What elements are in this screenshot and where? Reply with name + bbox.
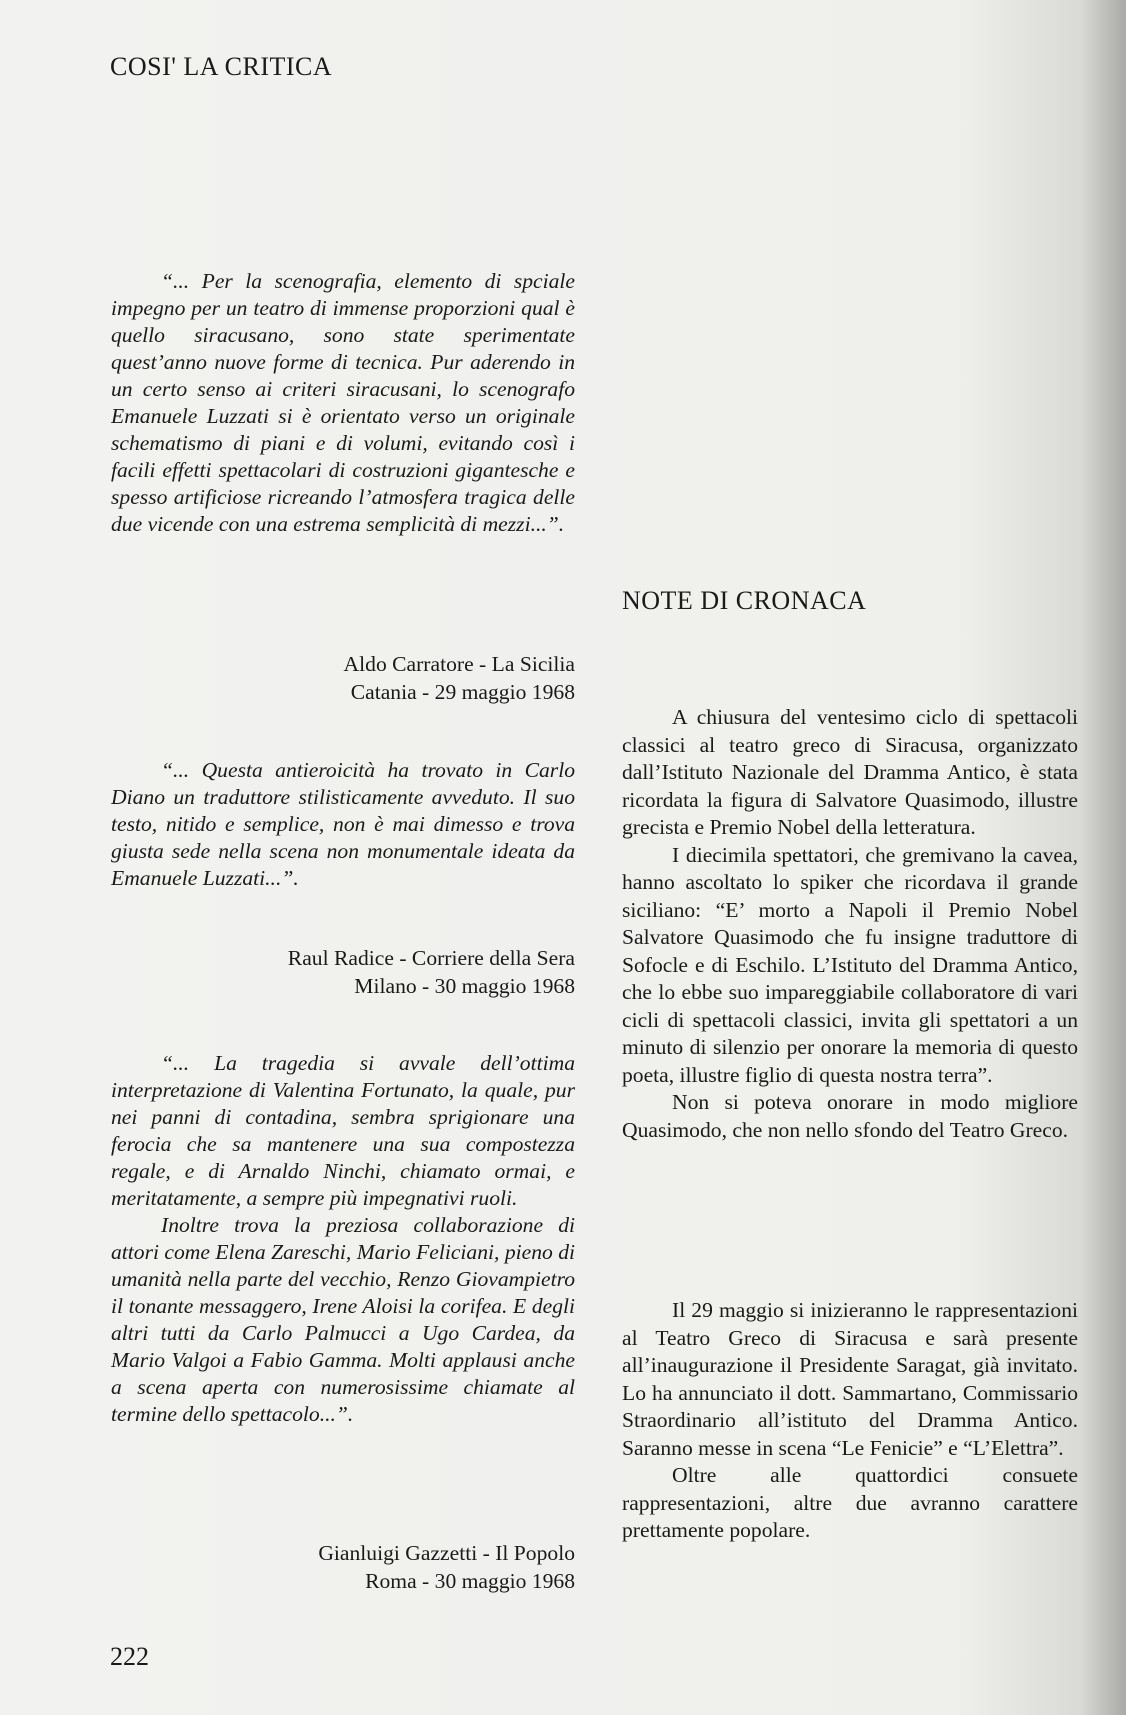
review-3-source [111, 1539, 575, 1595]
chronicle-2-paragraph-1: Il 29 maggio si inizieranno le rappresentazioni al Teatro Greco di Siracusa e sarà presente all’inaugurazione il Presidente Saragat, già invitato. Lo ha annunciato il dott. Sammartano, Commissario Straordinario all’istituto del Dramma Antico. Saranno messe in scena “Le Fenicie” e “L’Elettra”. [622, 1298, 1078, 1460]
review-1-source-line-1: Aldo Carratore - La Sicilia [343, 652, 575, 676]
chronicle-block-1 [622, 704, 1078, 1144]
review-1 [111, 268, 575, 538]
review-1-paragraph-1: “... Per la scenografia, elemento di spciale impegno per un teatro di immense proporzioni qual è quello siracusano, sono state sperimentate quest’anno nuove forme di tecnica. Pur aderendo in un certo senso ai criteri siracusani, lo scenografo Emanuele Luzzati si è orientato verso un originale schematismo di piani e di volumi, evitando così i facili effetti spettacolari di costruzioni gigantesche e spesso artificiose ricreando l’atmosfera tragica delle due vicende con una estrema semplicità di mezzi...”. [111, 269, 575, 536]
review-3-quote [111, 1050, 575, 1428]
page-number: 222 [110, 1642, 149, 1671]
chronicle-block-2 [622, 1297, 1078, 1545]
review-3-paragraph-2: Inoltre trova la preziosa collaborazione di attori come Elena Zareschi, Mario Feliciani, pieno di umanità nella parte del vecchio, Renzo Giovampietro il tonante messaggero, Irene Aloisi la corifea. E degli altri tutti da Carlo Palmucci a Ugo Cardea, da Mario Valgoi a Fabio Gamma. Molti applausi anche a scena aperta con numerosissime chiamate al termine dello spettacolo...”. [111, 1213, 575, 1426]
review-1-source-line-2: Catania - 29 maggio 1968 [350, 680, 575, 704]
review-2-source-line-1: Raul Radice - Corriere della Sera [287, 946, 575, 970]
review-3 [111, 1050, 575, 1428]
review-2-source [111, 944, 575, 1000]
review-1-quote [111, 268, 575, 538]
review-1-source [111, 650, 575, 706]
review-2-paragraph-1: “... Questa antieroicità ha trovato in Carlo Diano un traduttore stilisticamente avveduto. Il suo testo, nitido e semplice, non è mai dimesso e trova giusta sede nella scena non monumentale ideata da Emanuele Luzzati...”. [111, 758, 575, 890]
review-3-source-line-2: Roma - 30 maggio 1968 [365, 1569, 575, 1593]
chronicle-2-paragraph-2: Oltre alle quattordici consuete rappresentazioni, altre due avranno carattere prettamente popolare. [622, 1463, 1078, 1542]
chronicle-1-paragraph-1: A chiusura del ventesimo ciclo di spettacoli classici al teatro greco di Siracusa, organizzato dall’Istituto Nazionale del Dramma Antico, è stata ricordata la figura di Salvatore Quasimodo, illustre grecista e Premio Nobel della letteratura. [622, 705, 1078, 839]
review-2 [111, 757, 575, 892]
section-title-cronaca: NOTE DI CRONACA [622, 586, 867, 615]
review-2-source-line-2: Milano - 30 maggio 1968 [354, 974, 575, 998]
chronicle-1-paragraph-3: Non si poteva onorare in modo migliore Quasimodo, che non nello sfondo del Teatro Greco. [622, 1090, 1078, 1142]
review-3-paragraph-1: “... La tragedia si avvale dell’ottima interpretazione di Valentina Fortunato, la quale, pur nei panni di contadina, sembra sprigionare una ferocia che sa mantenere una sua compostezza regale, e di Arnaldo Ninchi, chiamato ormai, e meritatamente, a sempre più impegnativi ruoli. [111, 1051, 575, 1210]
review-3-source-line-1: Gianluigi Gazzetti - Il Popolo [318, 1541, 575, 1565]
chronicle-1-paragraph-2: I diecimila spettatori, che gremivano la cavea, hanno ascoltato lo spiker che ricordava il grande siciliano: “E’ morto a Napoli il Premio Nobel Salvatore Quasimodo che fu insigne traduttore di Sofocle e di Eschilo. L’Istituto del Dramma Antico, che lo ebbe suo impareggiabile collaboratore di vari cicli di spettacoli classici, invita gli spettatori a un minuto di silenzio per onorare la memoria di questo poeta, illustre figlio di questa nostra terra”. [622, 842, 1078, 1087]
section-title-critica: COSI' LA CRITICA [110, 52, 333, 81]
review-2-quote [111, 757, 575, 892]
